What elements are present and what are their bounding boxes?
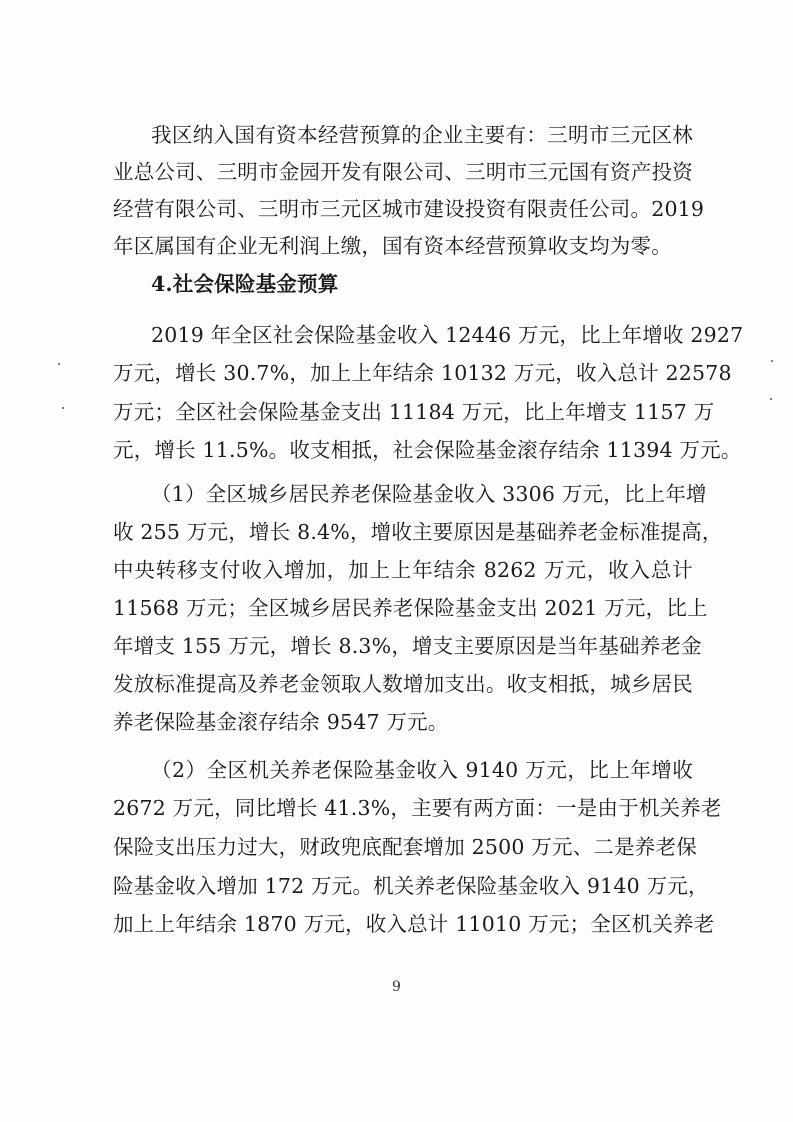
paragraph-line: 2672 万元，同比增长 41.3%，主要有两方面：一是由于机关养老 — [113, 796, 722, 820]
paragraph-line: 中央转移支付收入增加，加上上年结余 8262 万元，收入总计 — [113, 558, 693, 582]
scan-speck — [770, 398, 772, 400]
paragraph-line: 养老保险基金滚存结余 9547 万元。 — [113, 710, 449, 734]
paragraph-line: 加上上年结余 1870 万元，收入总计 11010 万元；全区机关养老 — [113, 912, 715, 936]
paragraph-line: 11568 万元；全区城乡居民养老保险基金支出 2021 万元，比上 — [113, 596, 708, 620]
scan-speck — [58, 363, 60, 365]
page-number: 9 — [392, 979, 401, 995]
paragraph-line: 收 255 万元，增长 8.4%，增收主要原因是基础养老金标准提高， — [113, 520, 723, 544]
paragraph-line: 保险支出压力过大，财政兜底配套增加 2500 万元、二是养老保 — [113, 835, 697, 859]
paragraph-line: 业总公司、三明市金园开发有限公司、三明市三元国有资产投资 — [113, 160, 693, 184]
scan-speck — [771, 360, 773, 362]
paragraph-line: （2）全区机关养老保险基金收入 9140 万元，比上年增收 — [151, 758, 693, 782]
paragraph-line: 经营有限公司、三明市三元区城市建设投资有限责任公司。2019 — [113, 197, 705, 221]
paragraph-line: 2019 年全区社会保险基金收入 12446 万元，比上年增收 2927 — [151, 323, 744, 347]
paragraph-line: 发放标准提高及养老金领取人数增加支出。收支相抵，城乡居民 — [113, 672, 693, 696]
section-heading: 4.社会保险基金预算 — [151, 272, 339, 296]
paragraph-line: 元，增长 11.5%。收支相抵，社会保险基金滚存结余 11394 万元。 — [113, 438, 742, 462]
paragraph-line: 年区属国有企业无利润上缴，国有资本经营预算收支均为零。 — [113, 234, 672, 258]
paragraph-line: 万元；全区社会保险基金支出 11184 万元，比上年增支 1157 万 — [113, 400, 715, 424]
paragraph-line: 万元，增长 30.7%，加上上年结余 10132 万元，收入总计 22578 — [113, 361, 732, 385]
scan-speck — [62, 407, 64, 409]
paragraph-line: 我区纳入国有资本经营预算的企业主要有：三明市三元区林 — [151, 123, 693, 147]
paragraph-line: 险基金收入增加 172 万元。机关养老保险基金收入 9140 万元， — [113, 874, 709, 898]
paragraph-line: （1）全区城乡居民养老保险基金收入 3306 万元，比上年增 — [151, 482, 707, 506]
paragraph-line: 年增支 155 万元，增长 8.3%，增支主要原因是当年基础养老金 — [113, 634, 702, 658]
